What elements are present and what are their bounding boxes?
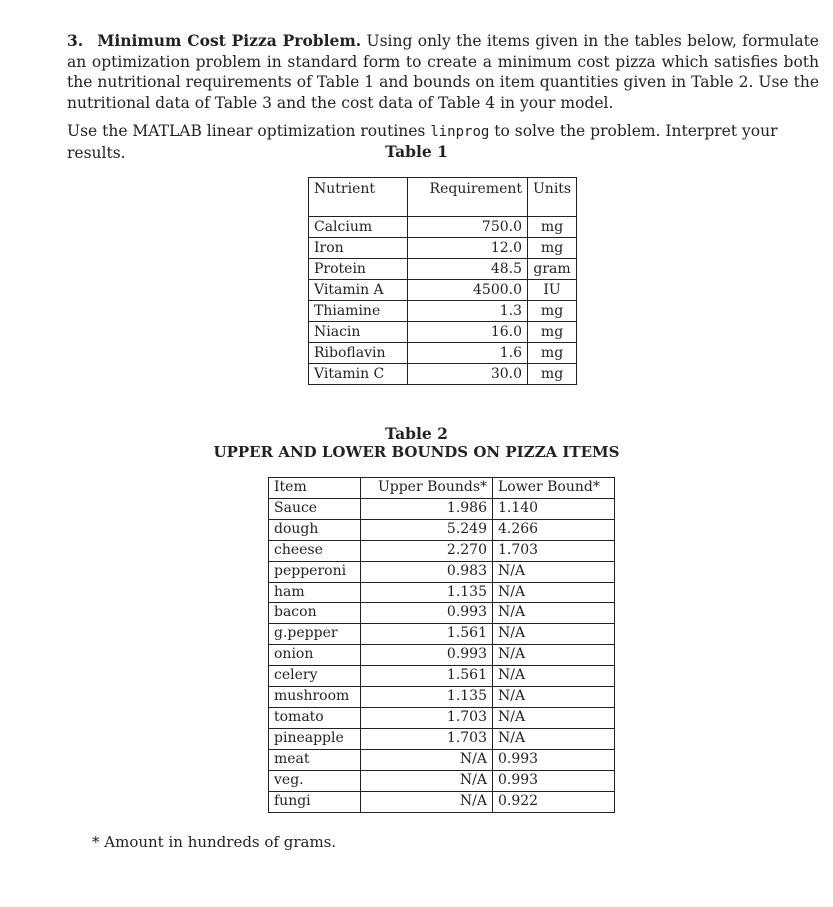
table-cell: mushroom bbox=[269, 687, 361, 708]
table-row bbox=[309, 301, 577, 322]
table-header-row bbox=[269, 478, 615, 499]
table-cell: celery bbox=[269, 666, 361, 687]
table-row bbox=[269, 728, 615, 749]
table-cell: N/A bbox=[493, 666, 615, 687]
pizza-item-bounds-table bbox=[268, 477, 615, 813]
table-cell: 4.266 bbox=[493, 519, 615, 540]
table-cell: pepperoni bbox=[269, 561, 361, 582]
table-row bbox=[309, 322, 577, 343]
table1-caption: Table 1 bbox=[385, 142, 448, 161]
table-cell: mg bbox=[528, 301, 577, 322]
table-cell: Niacin bbox=[309, 322, 408, 343]
table-row bbox=[269, 561, 615, 582]
column-header: Nutrient bbox=[309, 178, 408, 201]
linprog-code: linprog bbox=[430, 124, 490, 140]
column-header: Units bbox=[528, 178, 577, 201]
table-cell: 12.0 bbox=[408, 238, 528, 259]
table-cell: 0.993 bbox=[493, 749, 615, 770]
table2-caption: Table 2 bbox=[385, 424, 448, 443]
table-row bbox=[269, 540, 615, 561]
problem-title: Minimum Cost Pizza Problem. bbox=[97, 31, 362, 50]
problem-statement bbox=[67, 31, 819, 113]
table-cell: N/A bbox=[493, 728, 615, 749]
table-cell: 2.270 bbox=[361, 540, 493, 561]
table-cell: onion bbox=[269, 645, 361, 666]
table-cell: N/A bbox=[493, 624, 615, 645]
table-cell: g.pepper bbox=[269, 624, 361, 645]
table-cell: 48.5 bbox=[408, 259, 528, 280]
table-cell: Sauce bbox=[269, 498, 361, 519]
table-cell: N/A bbox=[493, 687, 615, 708]
table-cell: 1.703 bbox=[493, 540, 615, 561]
table-cell: gram bbox=[528, 259, 577, 280]
table-cell: 1.561 bbox=[361, 666, 493, 687]
table-cell: Vitamin C bbox=[309, 364, 408, 385]
table-cell: pineapple bbox=[269, 728, 361, 749]
table-cell: Calcium bbox=[309, 217, 408, 238]
table-cell: 1.703 bbox=[361, 728, 493, 749]
table-cell: 750.0 bbox=[408, 217, 528, 238]
table-cell: N/A bbox=[361, 749, 493, 770]
table-cell: 1.986 bbox=[361, 498, 493, 519]
table-cell: bacon bbox=[269, 603, 361, 624]
table-row bbox=[269, 645, 615, 666]
table-cell: Riboflavin bbox=[309, 343, 408, 364]
column-header: Item bbox=[269, 478, 361, 499]
table-cell: N/A bbox=[361, 770, 493, 791]
table-cell: Vitamin A bbox=[309, 280, 408, 301]
header-spacer bbox=[309, 200, 577, 217]
table-cell: 0.993 bbox=[361, 645, 493, 666]
table-cell: 1.135 bbox=[361, 687, 493, 708]
table-row bbox=[309, 217, 577, 238]
column-header: Lower Bound* bbox=[493, 478, 615, 499]
table-cell: N/A bbox=[493, 582, 615, 603]
table-header-row bbox=[309, 178, 577, 201]
table-cell: N/A bbox=[361, 791, 493, 812]
table-cell: 0.922 bbox=[493, 791, 615, 812]
table-cell: 30.0 bbox=[408, 364, 528, 385]
instruction-post: to solve the problem. Interpret your results. bbox=[67, 122, 778, 162]
column-header: Upper Bounds* bbox=[361, 478, 493, 499]
table-cell: 1.135 bbox=[361, 582, 493, 603]
table-row bbox=[309, 343, 577, 364]
table-cell: 5.249 bbox=[361, 519, 493, 540]
table-cell: 0.993 bbox=[493, 770, 615, 791]
table-row bbox=[269, 624, 615, 645]
table-cell: cheese bbox=[269, 540, 361, 561]
table-cell: meat bbox=[269, 749, 361, 770]
table-row bbox=[269, 770, 615, 791]
table-cell: Protein bbox=[309, 259, 408, 280]
table-cell: mg bbox=[528, 364, 577, 385]
table-cell: 1.6 bbox=[408, 343, 528, 364]
problem-number: 3. bbox=[67, 31, 84, 50]
table-cell: mg bbox=[528, 343, 577, 364]
table-cell: ham bbox=[269, 582, 361, 603]
table-row bbox=[269, 687, 615, 708]
table-cell: 4500.0 bbox=[408, 280, 528, 301]
table-row bbox=[269, 666, 615, 687]
table-row bbox=[269, 749, 615, 770]
table-cell: 1.3 bbox=[408, 301, 528, 322]
table-row bbox=[309, 364, 577, 385]
instruction-pre: Use the MATLAB linear optimization routines bbox=[67, 122, 431, 140]
table-cell: 1.140 bbox=[493, 498, 615, 519]
table-row bbox=[269, 603, 615, 624]
table-cell: mg bbox=[528, 238, 577, 259]
column-header: Requirement bbox=[408, 178, 528, 201]
table-row bbox=[269, 707, 615, 728]
table-cell: 1.561 bbox=[361, 624, 493, 645]
table-row bbox=[309, 259, 577, 280]
footnote: * Amount in hundreds of grams. bbox=[92, 833, 337, 851]
table-cell: veg. bbox=[269, 770, 361, 791]
table-cell: N/A bbox=[493, 645, 615, 666]
table-cell: mg bbox=[528, 217, 577, 238]
table-cell: Thiamine bbox=[309, 301, 408, 322]
table-cell: N/A bbox=[493, 707, 615, 728]
table-cell: mg bbox=[528, 322, 577, 343]
table-cell: 0.993 bbox=[361, 603, 493, 624]
table-cell: N/A bbox=[493, 561, 615, 582]
table-cell: tomato bbox=[269, 707, 361, 728]
table-row bbox=[269, 498, 615, 519]
table-row bbox=[269, 582, 615, 603]
table-cell: N/A bbox=[493, 603, 615, 624]
table-cell: 1.703 bbox=[361, 707, 493, 728]
table-cell: 0.983 bbox=[361, 561, 493, 582]
table-cell: Iron bbox=[309, 238, 408, 259]
table-cell: 16.0 bbox=[408, 322, 528, 343]
problem-body: Using only the items given in the tables below, formulate an optimization problem in standard form to create a minimum cost pizza which satisfies both the nutritional requirements of Table 1 and bounds on item quantities given in Table 2. Use the nutritional data of Table 3 and the cost data of Table 4 in your model. bbox=[67, 32, 819, 112]
table-cell: fungi bbox=[269, 791, 361, 812]
table-row bbox=[309, 238, 577, 259]
nutrient-requirements-table bbox=[308, 177, 577, 385]
table-cell: dough bbox=[269, 519, 361, 540]
table2-subtitle: UPPER AND LOWER BOUNDS ON PIZZA ITEMS bbox=[213, 443, 620, 461]
table-row bbox=[309, 280, 577, 301]
table-row bbox=[269, 519, 615, 540]
table-row bbox=[269, 791, 615, 812]
table-cell: IU bbox=[528, 280, 577, 301]
